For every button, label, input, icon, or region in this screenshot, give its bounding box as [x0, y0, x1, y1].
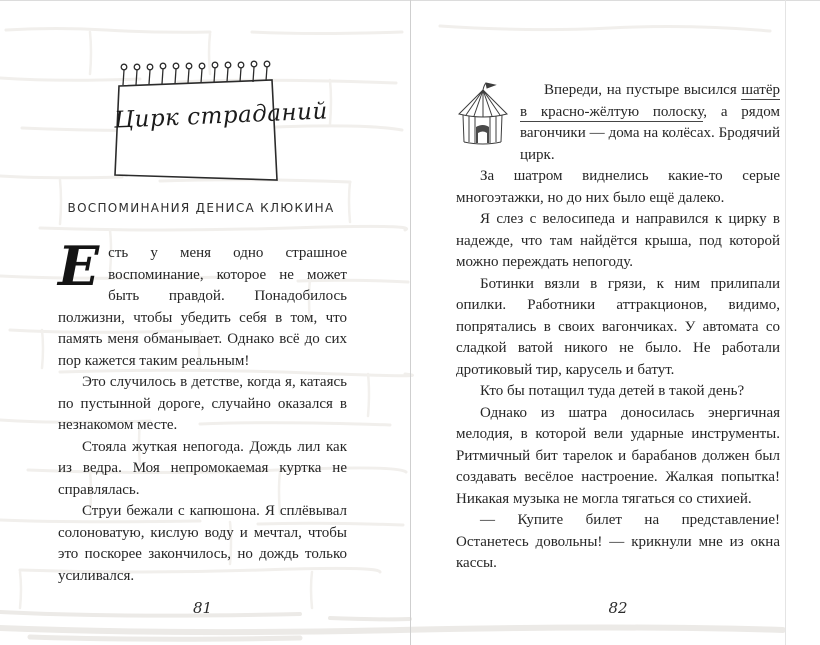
paragraph-text: Впереди, на пустыре высился — [544, 82, 742, 98]
paragraph: За шатром виднелись какие-то серые многоэтажки, но до них было ещё далеко. — [456, 168, 780, 206]
paragraph: Ботинки вязли в грязи, к ним прилипали опилки. Работники аттракционов, видимо, попрятались в своих вагончиках. У автомата со сладкой ватой никого не было. Не работали дротиковый тир, карусель и батут. — [456, 275, 780, 378]
paragraph: Кто бы потащил туда детей в такой день? — [480, 383, 745, 399]
paragraph: Это случилось в детстве, когда я, катаясь по пустынной дороге, случайно оказался в незнакомом месте. — [58, 374, 347, 433]
paragraph: Я слез с велосипеда и направился к цирку в надежде, что там найдётся крыша, под которой можно переждать непогоду. — [456, 211, 780, 270]
left-page-text — [58, 234, 347, 587]
drop-cap: Е — [58, 234, 100, 298]
chapter-subtitle: ВОСПОМИНАНИЯ ДЕНИСА КЛЮКИНА — [67, 201, 335, 215]
page-number-right: 82 — [608, 599, 628, 617]
paragraph — [456, 80, 780, 166]
underlined-phrase: шатёр в красно-жёлтую полоску — [520, 82, 780, 120]
right-page — [410, 0, 820, 645]
right-page-text — [456, 80, 780, 575]
paragraph: — Купите билет на представление! Останетесь довольны! — крикнули мне из окна кассы. — [456, 512, 780, 571]
paragraph: Струи бежали с капюшона. Я сплёвывал солоноватую, кислую воду и мечтал, чтобы это поскорее закончилось, но дождь только усиливался. — [58, 503, 347, 584]
paragraph — [58, 234, 347, 372]
paragraph-text: , а рядом вагончики — дома на колёсах. Бродячий цирк. — [520, 103, 780, 163]
paragraph-text: сть у меня одно страшное воспоминание, которое не может быть правдой. Понадобилось полжизни, чтобы убедить себя в том, что память меня обманывает. Однако всё до сих пор кажется таким реальным! — [58, 245, 347, 369]
chapter-title: Цирк страданий — [113, 98, 329, 134]
page-number-left: 81 — [192, 599, 213, 617]
paragraph: Стояла жуткая непогода. Дождь лил как из ведра. Моя непромокаемая куртка не справлялась. — [58, 438, 347, 498]
paragraph: Однако из шатра доносилась энергичная мелодия, в которой вели ударные инструменты. Ритмичный бит тарелок и барабанов должен был создавать весёлое настроение. Жалкая попытка! Никакая музыка не могла тягаться со стихией. — [456, 404, 780, 507]
circus-tent-icon — [456, 81, 508, 147]
